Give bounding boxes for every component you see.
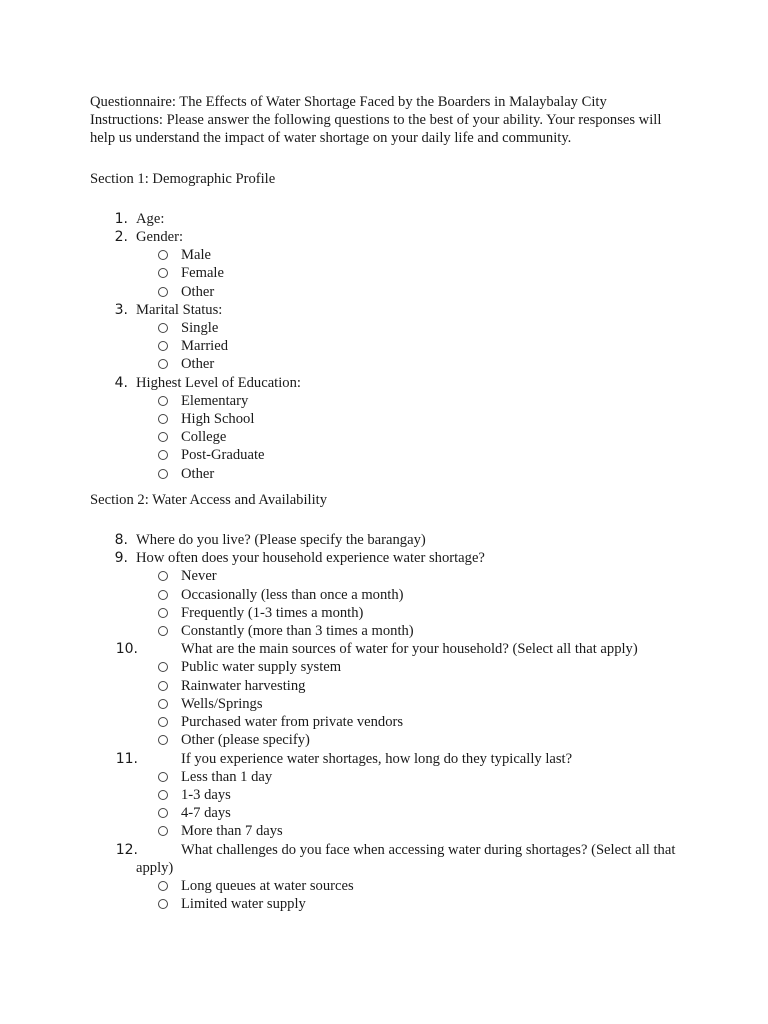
radio-circle-icon[interactable]	[158, 899, 168, 909]
answer-option[interactable]	[158, 337, 680, 355]
answer-option[interactable]	[158, 283, 680, 301]
document-instructions: Instructions: Please answer the following questions to the best of your ability. Your responses will help us understand the impact of water shortage on your daily life and community.	[90, 112, 662, 147]
option-label: Public water supply system	[181, 659, 342, 676]
option-label: High School	[181, 411, 255, 428]
answer-option[interactable]	[158, 392, 680, 410]
radio-circle-icon[interactable]	[158, 881, 168, 891]
question-number: 9.	[114, 550, 128, 567]
option-list	[136, 877, 680, 913]
answer-option[interactable]	[158, 319, 680, 337]
radio-circle-icon[interactable]	[158, 268, 168, 278]
question-text: What are the main sources of water for your household? (Select all that apply)	[181, 641, 638, 658]
answer-option[interactable]	[158, 264, 680, 282]
radio-circle-icon[interactable]	[158, 717, 168, 727]
option-label: Post-Graduate	[181, 447, 265, 464]
option-label: 1-3 days	[181, 786, 231, 803]
radio-circle-icon[interactable]	[158, 681, 168, 691]
option-label: Other	[181, 356, 215, 373]
question-number: 8.	[114, 532, 128, 549]
answer-option[interactable]	[158, 695, 680, 713]
question-number: 11.	[115, 750, 138, 767]
question-number: 10.	[115, 641, 138, 658]
option-label: 4-7 days	[181, 805, 231, 822]
option-label: Purchased water from private vendors	[181, 714, 404, 731]
radio-circle-icon[interactable]	[158, 432, 168, 442]
radio-circle-icon[interactable]	[158, 699, 168, 709]
option-list	[136, 392, 680, 483]
option-label: Other	[181, 283, 215, 300]
option-label: Single	[181, 320, 219, 337]
answer-option[interactable]	[158, 677, 680, 695]
radio-circle-icon[interactable]	[158, 287, 168, 297]
answer-option[interactable]	[158, 713, 680, 731]
option-list	[136, 567, 680, 640]
option-label: Long queues at water sources	[181, 877, 354, 894]
question-item	[90, 750, 680, 841]
answer-option[interactable]	[158, 895, 680, 913]
answer-option[interactable]	[158, 246, 680, 264]
question-item	[90, 374, 680, 483]
answer-option[interactable]	[158, 786, 680, 804]
option-label: Other (please specify)	[181, 732, 310, 749]
option-label: Never	[181, 568, 217, 585]
radio-circle-icon[interactable]	[158, 396, 168, 406]
answer-option[interactable]	[158, 604, 680, 622]
section-2-heading: Section 2: Water Access and Availability	[90, 491, 327, 508]
option-label: Constantly (more than 3 times a month)	[181, 623, 414, 640]
question-item	[90, 210, 680, 228]
radio-circle-icon[interactable]	[158, 450, 168, 460]
option-label: Occasionally (less than once a month)	[181, 586, 404, 603]
document-title: Questionnaire: The Effects of Water Shortage Faced by the Boarders in Malaybalay City	[90, 94, 607, 110]
answer-option[interactable]	[158, 877, 680, 895]
answer-option[interactable]	[158, 731, 680, 749]
answer-option[interactable]	[158, 355, 680, 373]
question-text: Marital Status:	[136, 301, 223, 318]
radio-circle-icon[interactable]	[158, 626, 168, 636]
option-label: College	[181, 429, 227, 446]
option-label: Frequently (1-3 times a month)	[181, 604, 364, 621]
radio-circle-icon[interactable]	[158, 772, 168, 782]
answer-option[interactable]	[158, 622, 680, 640]
option-list	[136, 768, 680, 841]
option-label: Female	[181, 265, 224, 282]
question-number: 4.	[114, 374, 128, 391]
question-text: Highest Level of Education:	[136, 374, 301, 391]
question-item	[90, 549, 680, 640]
radio-circle-icon[interactable]	[158, 590, 168, 600]
section-1-heading: Section 1: Demographic Profile	[90, 170, 276, 187]
question-text: Age:	[136, 210, 165, 227]
question-number: 12.	[115, 841, 138, 858]
option-label: Male	[181, 247, 211, 264]
question-text: What challenges do you face when accessing water during shortages? (Select all that apply)	[136, 841, 676, 876]
question-text: How often does your household experience water shortage?	[136, 550, 485, 567]
radio-circle-icon[interactable]	[158, 735, 168, 745]
answer-option[interactable]	[158, 446, 680, 464]
answer-option[interactable]	[158, 465, 680, 483]
answer-option[interactable]	[158, 822, 680, 840]
radio-circle-icon[interactable]	[158, 571, 168, 581]
option-label: Less than 1 day	[181, 768, 273, 785]
answer-option[interactable]	[158, 804, 680, 822]
answer-option[interactable]	[158, 658, 680, 676]
radio-circle-icon[interactable]	[158, 790, 168, 800]
option-label: Wells/Springs	[181, 695, 263, 712]
answer-option[interactable]	[158, 410, 680, 428]
question-text: Where do you live? (Please specify the barangay)	[136, 532, 426, 549]
answer-option[interactable]	[158, 428, 680, 446]
radio-circle-icon[interactable]	[158, 662, 168, 672]
section-2-question-list	[90, 531, 680, 913]
radio-circle-icon[interactable]	[158, 469, 168, 479]
option-label: More than 7 days	[181, 823, 283, 840]
question-item	[90, 841, 680, 914]
radio-circle-icon[interactable]	[158, 414, 168, 424]
answer-option[interactable]	[158, 567, 680, 585]
radio-circle-icon[interactable]	[158, 608, 168, 618]
option-list	[136, 658, 680, 749]
option-label: Rainwater harvesting	[181, 677, 306, 694]
question-number: 3.	[114, 301, 128, 318]
radio-circle-icon[interactable]	[158, 341, 168, 351]
option-list	[136, 246, 680, 301]
question-text: Gender:	[136, 229, 184, 246]
radio-circle-icon[interactable]	[158, 826, 168, 836]
option-label: Elementary	[181, 392, 249, 409]
question-number: 1.	[114, 210, 128, 227]
option-list	[136, 319, 680, 374]
document-page	[90, 93, 680, 913]
option-label: Married	[181, 338, 229, 355]
option-label: Other	[181, 465, 215, 482]
radio-circle-icon[interactable]	[158, 808, 168, 818]
question-text: If you experience water shortages, how long do they typically last?	[181, 750, 573, 767]
radio-circle-icon[interactable]	[158, 250, 168, 260]
question-item	[90, 531, 680, 549]
section-1-question-list	[90, 210, 680, 483]
question-item	[90, 228, 680, 301]
radio-circle-icon[interactable]	[158, 359, 168, 369]
question-item	[90, 640, 680, 749]
answer-option[interactable]	[158, 768, 680, 786]
question-number: 2.	[114, 229, 128, 246]
radio-circle-icon[interactable]	[158, 323, 168, 333]
answer-option[interactable]	[158, 586, 680, 604]
option-label: Limited water supply	[181, 896, 306, 913]
question-item	[90, 301, 680, 374]
